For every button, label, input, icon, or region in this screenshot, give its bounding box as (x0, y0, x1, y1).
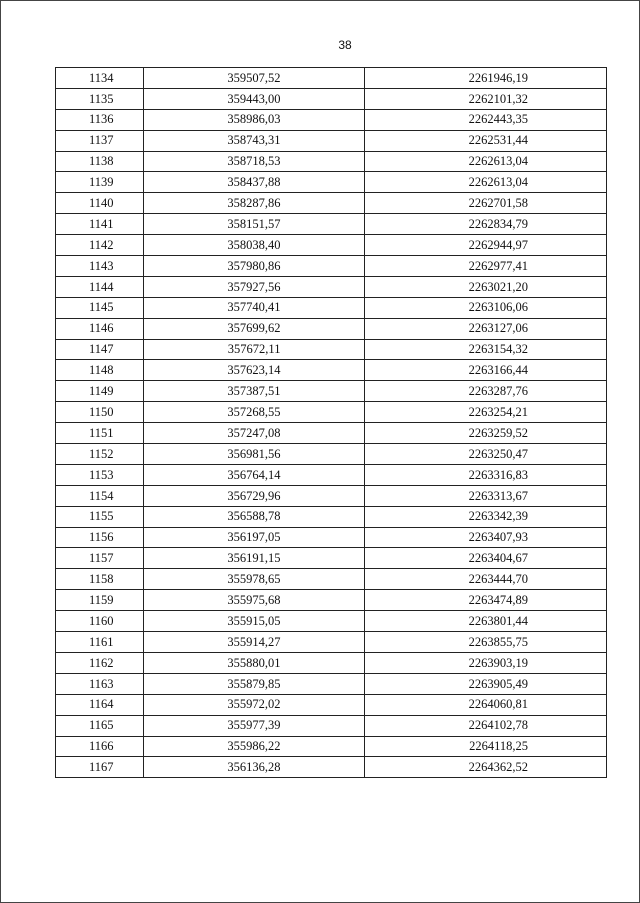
x-coordinate-cell: 358151,57 (143, 214, 365, 235)
point-number-cell: 1151 (56, 423, 144, 444)
table-row (56, 527, 607, 548)
x-coordinate-cell: 359507,52 (143, 68, 365, 89)
y-coordinate-cell: 2262944,97 (365, 235, 607, 256)
point-number-cell: 1152 (56, 444, 144, 465)
x-coordinate-cell: 357699,62 (143, 318, 365, 339)
table-row (56, 632, 607, 653)
table-row (56, 715, 607, 736)
y-coordinate-cell: 2262701,58 (365, 193, 607, 214)
table-row (56, 506, 607, 527)
point-number-cell: 1139 (56, 172, 144, 193)
x-coordinate-cell: 355914,27 (143, 632, 365, 653)
table-row (56, 652, 607, 673)
point-number-cell: 1163 (56, 673, 144, 694)
x-coordinate-cell: 357927,56 (143, 276, 365, 297)
point-number-cell: 1148 (56, 360, 144, 381)
point-number-cell: 1142 (56, 235, 144, 256)
coordinates-table-body (56, 68, 607, 778)
table-row (56, 172, 607, 193)
x-coordinate-cell: 355880,01 (143, 652, 365, 673)
point-number-cell: 1156 (56, 527, 144, 548)
y-coordinate-cell: 2262101,32 (365, 88, 607, 109)
x-coordinate-cell: 355986,22 (143, 736, 365, 757)
point-number-cell: 1143 (56, 256, 144, 277)
point-number-cell: 1166 (56, 736, 144, 757)
table-row (56, 402, 607, 423)
y-coordinate-cell: 2264102,78 (365, 715, 607, 736)
y-coordinate-cell: 2263250,47 (365, 444, 607, 465)
x-coordinate-cell: 357740,41 (143, 297, 365, 318)
table-row (56, 318, 607, 339)
x-coordinate-cell: 357387,51 (143, 381, 365, 402)
x-coordinate-cell: 358437,88 (143, 172, 365, 193)
point-number-cell: 1160 (56, 611, 144, 632)
y-coordinate-cell: 2264362,52 (365, 757, 607, 778)
table-row (56, 611, 607, 632)
table-row (56, 444, 607, 465)
table-row (56, 360, 607, 381)
y-coordinate-cell: 2263316,83 (365, 464, 607, 485)
table-row (56, 109, 607, 130)
y-coordinate-cell: 2263287,76 (365, 381, 607, 402)
x-coordinate-cell: 355975,68 (143, 590, 365, 611)
point-number-cell: 1146 (56, 318, 144, 339)
x-coordinate-cell: 358287,86 (143, 193, 365, 214)
x-coordinate-cell: 359443,00 (143, 88, 365, 109)
y-coordinate-cell: 2261946,19 (365, 68, 607, 89)
y-coordinate-cell: 2263903,19 (365, 652, 607, 673)
x-coordinate-cell: 355972,02 (143, 694, 365, 715)
y-coordinate-cell: 2263259,52 (365, 423, 607, 444)
x-coordinate-cell: 357672,11 (143, 339, 365, 360)
table-row (56, 569, 607, 590)
coordinates-table (55, 67, 607, 778)
table-row (56, 381, 607, 402)
table-row (56, 548, 607, 569)
x-coordinate-cell: 356136,28 (143, 757, 365, 778)
table-row (56, 256, 607, 277)
point-number-cell: 1159 (56, 590, 144, 611)
x-coordinate-cell: 355978,65 (143, 569, 365, 590)
y-coordinate-cell: 2263444,70 (365, 569, 607, 590)
point-number-cell: 1157 (56, 548, 144, 569)
y-coordinate-cell: 2263905,49 (365, 673, 607, 694)
table-row (56, 339, 607, 360)
point-number-cell: 1153 (56, 464, 144, 485)
table-row (56, 736, 607, 757)
y-coordinate-cell: 2263342,39 (365, 506, 607, 527)
table-row (56, 423, 607, 444)
table-row (56, 235, 607, 256)
y-coordinate-cell: 2264060,81 (365, 694, 607, 715)
x-coordinate-cell: 356729,96 (143, 485, 365, 506)
y-coordinate-cell: 2263404,67 (365, 548, 607, 569)
table-row (56, 590, 607, 611)
x-coordinate-cell: 357268,55 (143, 402, 365, 423)
point-number-cell: 1150 (56, 402, 144, 423)
y-coordinate-cell: 2263407,93 (365, 527, 607, 548)
y-coordinate-cell: 2263855,75 (365, 632, 607, 653)
y-coordinate-cell: 2262443,35 (365, 109, 607, 130)
y-coordinate-cell: 2264118,25 (365, 736, 607, 757)
x-coordinate-cell: 357980,86 (143, 256, 365, 277)
x-coordinate-cell: 355977,39 (143, 715, 365, 736)
table-row (56, 130, 607, 151)
x-coordinate-cell: 358986,03 (143, 109, 365, 130)
point-number-cell: 1145 (56, 297, 144, 318)
y-coordinate-cell: 2263254,21 (365, 402, 607, 423)
y-coordinate-cell: 2263127,06 (365, 318, 607, 339)
point-number-cell: 1137 (56, 130, 144, 151)
point-number-cell: 1140 (56, 193, 144, 214)
y-coordinate-cell: 2263166,44 (365, 360, 607, 381)
point-number-cell: 1141 (56, 214, 144, 235)
y-coordinate-cell: 2263801,44 (365, 611, 607, 632)
point-number-cell: 1161 (56, 632, 144, 653)
x-coordinate-cell: 355915,05 (143, 611, 365, 632)
x-coordinate-cell: 357247,08 (143, 423, 365, 444)
point-number-cell: 1162 (56, 652, 144, 673)
table-row (56, 88, 607, 109)
table-row (56, 485, 607, 506)
page-number: 38 (338, 38, 352, 52)
table-row (56, 464, 607, 485)
y-coordinate-cell: 2263313,67 (365, 485, 607, 506)
x-coordinate-cell: 356981,56 (143, 444, 365, 465)
table-row (56, 694, 607, 715)
table-row (56, 193, 607, 214)
table-row (56, 757, 607, 778)
y-coordinate-cell: 2262613,04 (365, 151, 607, 172)
point-number-cell: 1149 (56, 381, 144, 402)
point-number-cell: 1144 (56, 276, 144, 297)
table-row (56, 297, 607, 318)
point-number-cell: 1158 (56, 569, 144, 590)
x-coordinate-cell: 358743,31 (143, 130, 365, 151)
y-coordinate-cell: 2262834,79 (365, 214, 607, 235)
y-coordinate-cell: 2262613,04 (365, 172, 607, 193)
table-row (56, 276, 607, 297)
point-number-cell: 1136 (56, 109, 144, 130)
y-coordinate-cell: 2263474,89 (365, 590, 607, 611)
point-number-cell: 1134 (56, 68, 144, 89)
x-coordinate-cell: 356191,15 (143, 548, 365, 569)
table-row (56, 68, 607, 89)
point-number-cell: 1138 (56, 151, 144, 172)
x-coordinate-cell: 355879,85 (143, 673, 365, 694)
y-coordinate-cell: 2262977,41 (365, 256, 607, 277)
y-coordinate-cell: 2263106,06 (365, 297, 607, 318)
point-number-cell: 1147 (56, 339, 144, 360)
y-coordinate-cell: 2262531,44 (365, 130, 607, 151)
point-number-cell: 1167 (56, 757, 144, 778)
point-number-cell: 1155 (56, 506, 144, 527)
x-coordinate-cell: 356197,05 (143, 527, 365, 548)
table-row (56, 151, 607, 172)
point-number-cell: 1164 (56, 694, 144, 715)
x-coordinate-cell: 356588,78 (143, 506, 365, 527)
table-row (56, 673, 607, 694)
y-coordinate-cell: 2263154,32 (365, 339, 607, 360)
x-coordinate-cell: 356764,14 (143, 464, 365, 485)
x-coordinate-cell: 358038,40 (143, 235, 365, 256)
point-number-cell: 1135 (56, 88, 144, 109)
point-number-cell: 1154 (56, 485, 144, 506)
x-coordinate-cell: 358718,53 (143, 151, 365, 172)
x-coordinate-cell: 357623,14 (143, 360, 365, 381)
table-row (56, 214, 607, 235)
y-coordinate-cell: 2263021,20 (365, 276, 607, 297)
point-number-cell: 1165 (56, 715, 144, 736)
